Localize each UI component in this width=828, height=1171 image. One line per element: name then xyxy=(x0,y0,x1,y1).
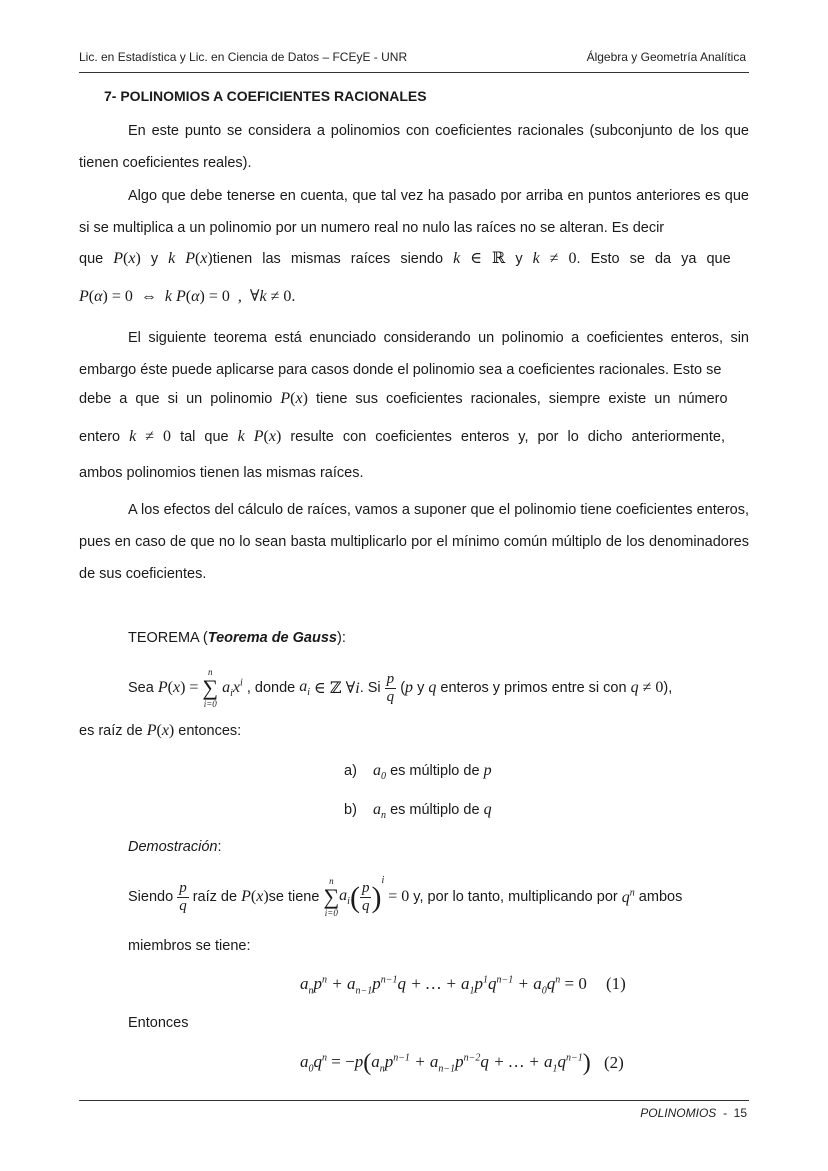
paragraph-theorem-intro: El siguiente teorema está enunciado considerando un polinomio a coeficientes enteros, sin embargo éste puede aplicarse para casos donde el polinomio sea a coeficientes racionales. Esto se xyxy=(79,330,749,378)
math-eq-zero: = 0 xyxy=(384,888,410,906)
math-k: k xyxy=(259,288,267,305)
math-q: q xyxy=(428,679,437,696)
math-paren: ( xyxy=(194,250,201,267)
paragraph-scaling: Algo que debe tenerse en cuenta, que tal vez ha pasado por arriba en puntos anteriores es que si se multiplica a un polinomio por un numero real no nulo las raíces no se alteran. Es decir xyxy=(79,188,749,236)
item-b-text: es múltiplo de xyxy=(390,802,480,818)
math-px-paren: (x) xyxy=(250,888,269,906)
text-c2: tal que xyxy=(180,429,229,445)
paragraph-theorem-intro-line3 xyxy=(79,390,749,408)
fraction-p-over-q: $\frac{p}{q}$ xyxy=(179,879,187,914)
math-px: P xyxy=(157,679,168,696)
text-esraiz: es raíz de xyxy=(79,723,143,739)
math-root-equivalence xyxy=(79,286,749,306)
text-porlo: y, por lo tanto, multiplicando por xyxy=(413,889,618,906)
section-title: 7- POLINOMIOS A COEFICIENTES RACIONALES xyxy=(104,88,427,104)
math-x: x xyxy=(295,390,303,407)
math-x: x xyxy=(268,428,276,445)
proof-statement-line2: miembros se tiene: xyxy=(128,938,251,954)
text-tienen: tienen las mismas raíces siendo xyxy=(212,251,444,267)
proof-colon: : xyxy=(217,839,222,855)
summation-symbol: n ∑ i=0 xyxy=(202,667,219,709)
text-y: y xyxy=(417,680,425,696)
math-term: $a_ix^i$ xyxy=(222,677,243,699)
text-close2: ), xyxy=(663,680,673,696)
math-neq-zero: ≠ 0 xyxy=(539,250,577,267)
math-p: P xyxy=(79,288,89,305)
paragraph-theorem-intro-line4 xyxy=(79,428,749,446)
item-a-label: a) xyxy=(344,763,357,779)
footer-rule xyxy=(79,1100,749,1101)
math-p: p xyxy=(405,679,414,696)
math-kp: k P xyxy=(164,288,186,305)
math-neq: ≠ 0 xyxy=(638,679,664,696)
text-c1: entero xyxy=(79,429,121,445)
math-expr: ) = 0 ⇔ xyxy=(102,288,165,305)
math-kp: k P xyxy=(237,428,264,445)
paragraph-scaling-line3 xyxy=(79,248,749,268)
math-expr: ( xyxy=(88,288,95,305)
math-lparen: ( xyxy=(349,881,360,914)
text-enteros: enteros y primos entre si con xyxy=(440,680,627,696)
paragraph-theorem-intro-line5: ambos polinomios tienen las mismas raíces. xyxy=(79,465,364,481)
text-y2: y xyxy=(515,251,523,267)
math-expr: ≠ 0. xyxy=(266,288,296,305)
math-in-z: ∈ ℤ ∀i xyxy=(310,680,360,697)
proof-statement xyxy=(128,875,750,927)
math-q: q xyxy=(483,801,492,818)
text-y: y xyxy=(150,251,159,267)
math-paren: ( xyxy=(290,390,296,407)
math-px: P xyxy=(241,888,251,906)
math-p: p xyxy=(483,762,492,779)
math-paren: ) xyxy=(135,250,141,267)
header-course: Lic. en Estadística y Lic. en Ciencia de Datos – FCEyE - UNR xyxy=(79,50,408,64)
math-paren: ( xyxy=(263,428,269,445)
text-b2: tiene sus coeficientes racionales, siempre existe un número xyxy=(315,391,728,407)
header-rule xyxy=(79,72,749,73)
fraction-p-over-q: $\frac{p}{q}$ xyxy=(386,670,395,705)
math-paren: ( xyxy=(123,250,129,267)
footer-separator: - xyxy=(722,1106,727,1120)
item-a-text: es múltiplo de xyxy=(390,763,480,779)
math-a0: $a_0$ xyxy=(373,762,387,783)
proof-heading xyxy=(128,839,798,855)
math-x: x xyxy=(128,250,136,267)
math-qn: $q^n$ xyxy=(621,887,635,906)
theorem-heading xyxy=(128,630,798,646)
text-ambos: ambos xyxy=(638,889,683,906)
fraction-p-over-q: $\frac{p}{q}$ xyxy=(361,879,370,914)
math-p: P xyxy=(280,390,291,407)
equation-1: $a_np^n + a_{n-1}p^{n-1}q$ + … + $a_1p^1q^{n-1} + a_0q^n = 0$ xyxy=(300,974,587,997)
math-paren: ) xyxy=(207,250,213,267)
math-paren: ) xyxy=(275,428,282,445)
math-q-neq: q xyxy=(630,679,639,696)
math-p-of-x: P xyxy=(113,250,124,267)
text-si: . Si xyxy=(359,680,381,696)
equation-2: $a_0q^n = -p(a_np^{n-1} + a_{n-1}p^{n-2}q$ + … + $a_1q^{n-1}$) xyxy=(300,1050,591,1076)
math-expr: ( xyxy=(185,288,192,305)
math-paren: ) xyxy=(302,390,308,407)
math-px-paren: (x) xyxy=(156,722,175,739)
text-raiz: raíz de xyxy=(192,889,238,906)
theorem-statement-line2 xyxy=(79,722,749,740)
math-alpha: α xyxy=(191,288,200,305)
math-neq: ≠ 0 xyxy=(136,428,172,445)
text-c3: resulte con coeficientes enteros y, por lo dicho anteriormente, xyxy=(290,429,725,445)
math-an: $a_n$ xyxy=(373,801,387,822)
theorem-statement xyxy=(128,667,798,713)
math-k-neq-0: k xyxy=(532,250,540,267)
summation-symbol: n ∑ i=0 xyxy=(323,876,340,919)
theorem-name: Teorema de Gauss xyxy=(207,630,337,646)
text-esto: . Esto se da ya que xyxy=(576,251,731,267)
text-entonces: entonces: xyxy=(178,723,242,739)
math-px: P xyxy=(146,722,157,739)
math-x: x xyxy=(200,250,208,267)
header-subject: Álgebra y Geometría Analítica xyxy=(586,50,746,64)
paragraph-intro: En este punto se considera a polinomios con coeficientes racionales (subconjunto de los que tienen coeficientes reales). xyxy=(79,123,749,171)
equation-2-number: (2) xyxy=(604,1053,624,1072)
math-exp-i: i xyxy=(381,875,385,886)
paragraph-integer-assumption: A los efectos del cálculo de raíces, vamos a suponer que el polinomio tiene coeficientes enteros, pues en caso de que no lo sean basta multiplicarlo por el mínimo común múltiplo de los denominadores de sus coeficientes. xyxy=(79,502,749,582)
text-que: que xyxy=(79,251,104,267)
math-k-p-of-x: k P xyxy=(168,250,195,267)
proof-label: Demostración xyxy=(128,839,218,855)
theorem-close: ): xyxy=(336,630,346,646)
math-k: k xyxy=(129,428,137,445)
theorem-item-b xyxy=(344,801,644,821)
math-rparen: ) xyxy=(371,881,382,914)
math-expr: ) = 0 , ∀ xyxy=(199,288,260,305)
math-k-in-r: k xyxy=(453,250,461,267)
item-b-label: b) xyxy=(344,802,357,818)
math-px-paren: (x) = xyxy=(167,679,203,696)
page-footer xyxy=(640,1106,747,1120)
math-ai: $a_i$ xyxy=(339,887,350,908)
text-donde: , donde xyxy=(246,680,296,696)
theorem-item-a xyxy=(344,762,644,782)
footer-title: POLINOMIOS xyxy=(640,1106,717,1120)
math-alpha: α xyxy=(94,288,103,305)
proof-entonces: Entonces xyxy=(128,1015,189,1031)
text-paren: ( xyxy=(400,680,406,696)
equation-1-number: (1) xyxy=(606,974,626,993)
text-setiene: se tiene xyxy=(268,889,320,906)
text-sea: Sea xyxy=(128,680,154,696)
text-siendo: Siendo xyxy=(128,889,174,906)
theorem-label: TEOREMA ( xyxy=(128,630,208,646)
math-in-reals: ∈ ℝ xyxy=(460,250,506,267)
math-ai: $a_i$ xyxy=(299,677,311,699)
text-b1: debe a que si un polinomio xyxy=(79,391,273,407)
page-number: 15 xyxy=(733,1106,747,1120)
